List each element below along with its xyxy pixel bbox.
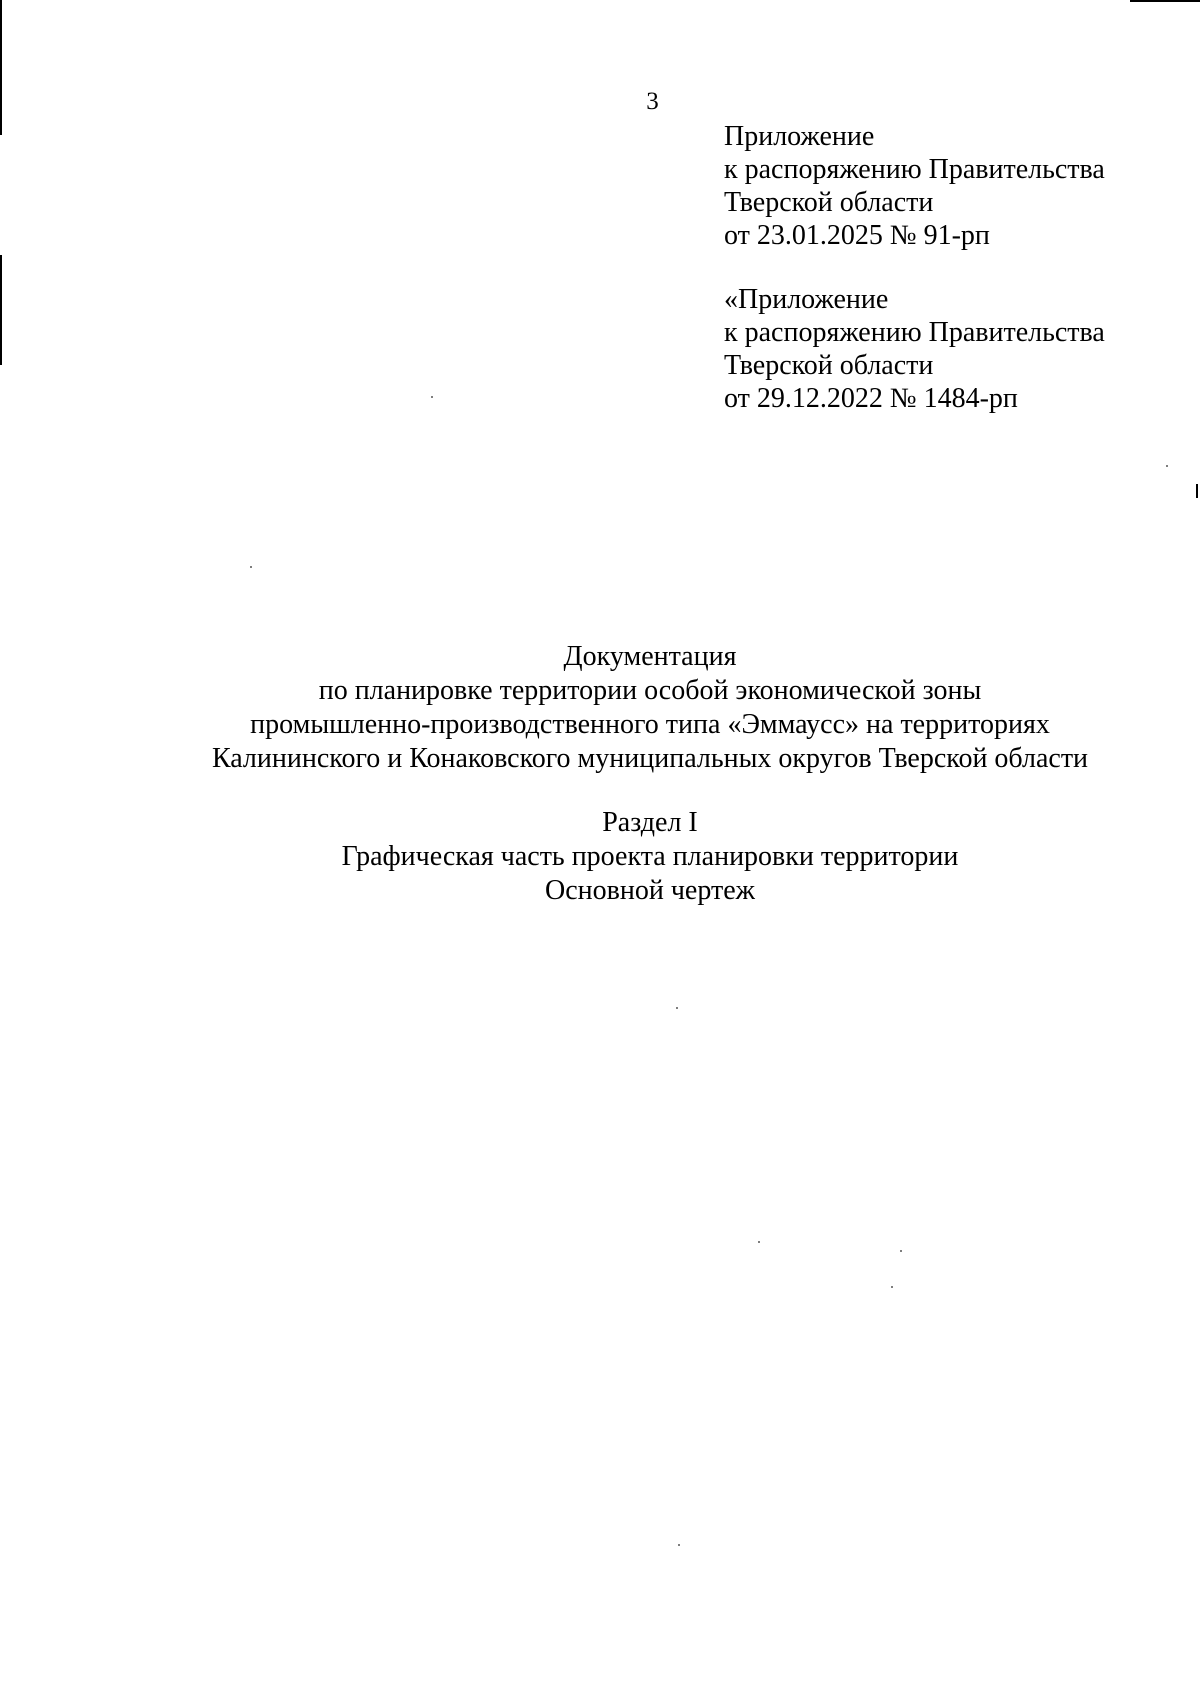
appendix-current-line: от 23.01.2025 № 91-рп xyxy=(724,220,990,251)
appendix-original-line: к распоряжению Правительства xyxy=(724,317,1105,348)
appendix-reference-original xyxy=(724,283,1105,415)
scan-edge-top-right xyxy=(1130,0,1200,2)
scan-speck xyxy=(431,396,433,398)
scan-speck xyxy=(900,1250,902,1252)
section-heading-line: Раздел I xyxy=(602,807,698,838)
section-heading xyxy=(0,806,1200,908)
appendix-original-line: от 29.12.2022 № 1484-рп xyxy=(724,383,1018,414)
document-title-line: промышленно-производственного типа «Эммаусс» на территориях xyxy=(250,709,1050,740)
document-title-line: Документация xyxy=(563,641,737,672)
scan-edge-left-mid xyxy=(0,255,2,365)
document-title-line: по планировке территории особой экономической зоны xyxy=(318,675,982,706)
section-heading-line: Основной чертеж xyxy=(545,875,755,906)
document-title xyxy=(0,640,1200,776)
appendix-original-line: «Приложение xyxy=(724,284,889,315)
section-heading-line: Графическая часть проекта планировки территории xyxy=(341,841,959,872)
document-title-line: Калининского и Конаковского муниципальных округов Тверской области xyxy=(211,743,1089,774)
appendix-original-line: Тверской области xyxy=(724,350,934,381)
scan-speck xyxy=(758,1241,760,1243)
scan-speck xyxy=(678,1544,680,1546)
appendix-reference-current xyxy=(724,120,1105,252)
page-number: 3 xyxy=(646,88,659,115)
appendix-current-line: Приложение xyxy=(724,121,875,152)
scan-speck xyxy=(250,566,252,568)
appendix-current-line: к распоряжению Правительства xyxy=(724,154,1105,185)
scan-edge-right xyxy=(1196,484,1198,498)
appendix-current-line: Тверской области xyxy=(724,187,934,218)
scan-speck xyxy=(1166,465,1168,467)
scan-speck xyxy=(891,1286,893,1288)
scan-speck xyxy=(676,1007,678,1009)
